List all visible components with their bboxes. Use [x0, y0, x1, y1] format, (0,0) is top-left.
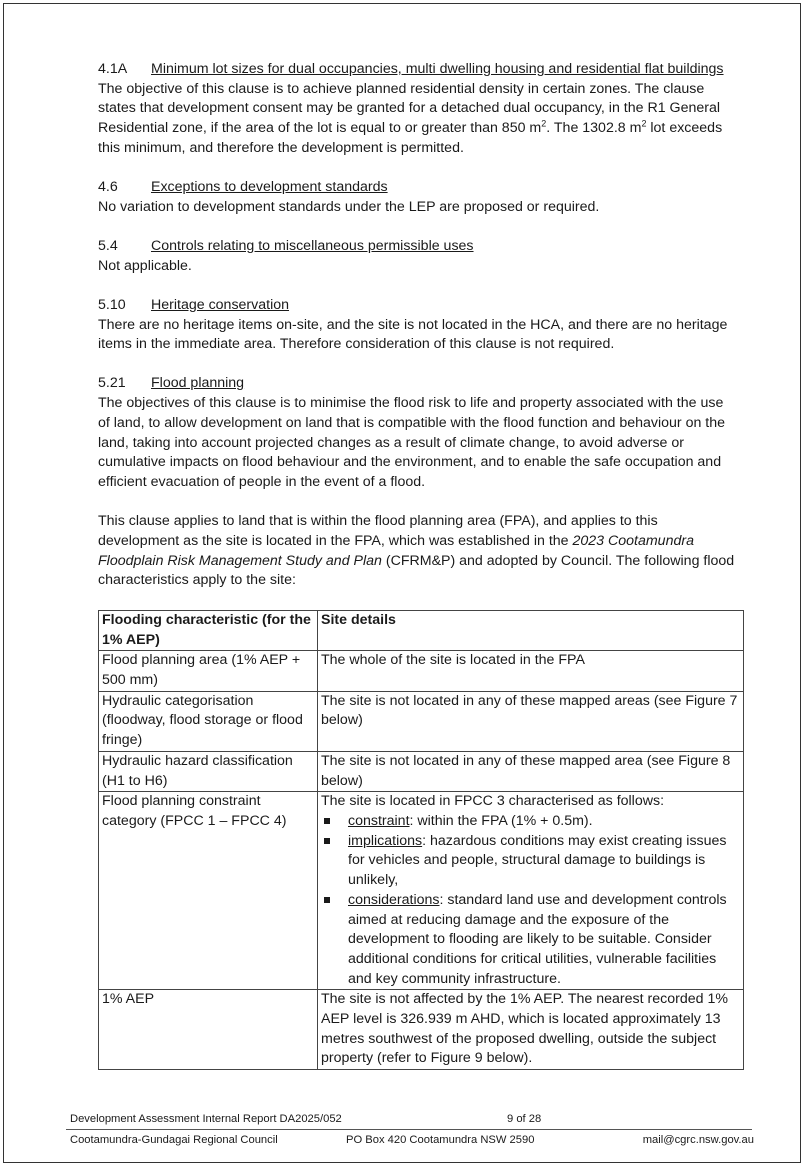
table-row — [99, 651, 744, 691]
section-number: 4.6 — [98, 179, 118, 196]
fpcc-intro: The site is located in FPCC 3 characterised as follows: — [321, 793, 665, 810]
section-title: Minimum lot sizes for dual occupancies, multi dwelling housing and residential flat buildings — [151, 61, 724, 77]
section-body-5-10: There are no heritage items on-site, and the site is not located in the HCA, and there are no heritage items in the immediate area. Therefore consideration of this clause is not required. — [98, 316, 728, 353]
table-cell: 1% AEP — [99, 990, 318, 1070]
section-number: 5.21 — [98, 375, 126, 392]
table-cell: The site is not located in any of these mapped area (see Figure 8 below) — [318, 751, 744, 791]
table-cell: The site is not located in any of these mapped areas (see Figure 7 below) — [318, 691, 744, 751]
table-row — [99, 751, 744, 791]
section-body-5-4: Not applicable. — [98, 257, 192, 274]
section-heading-4-1a — [98, 60, 738, 80]
table-header-cell: Flooding characteristic (for the 1% AEP) — [99, 610, 318, 650]
section-heading-5-4 — [98, 237, 738, 257]
table-header-cell: Site details — [318, 610, 744, 650]
flood-characteristics-table — [98, 610, 744, 1070]
footer-report-line — [70, 1113, 754, 1125]
report-reference: Development Assessment Internal Report DA2025/052 — [70, 1113, 342, 1125]
table-cell: The site is not affected by the 1% AEP. The nearest recorded 1% AEP level is 326.939 m AHD, which is located approximately 13 metres southwest of the proposed dwelling, outside the subject property (refer to Figure 9 below). — [318, 990, 744, 1070]
list-item: constraint: within the FPA (1% + 0.5m). — [321, 812, 740, 832]
document-body — [98, 60, 738, 1070]
footer-contact-line — [70, 1134, 754, 1146]
section-heading-5-21 — [98, 374, 738, 394]
email-address: mail@cgrc.nsw.gov.au — [642, 1134, 754, 1146]
footer-divider — [66, 1129, 752, 1130]
list-item: implications: hazardous conditions may exist creating issues for vehicles and people, structural damage to buildings is unlikely, — [321, 832, 740, 891]
section-title: Exceptions to development standards — [151, 179, 388, 196]
page-number: 9 of 28 — [507, 1113, 542, 1125]
section-heading-5-10 — [98, 296, 738, 316]
flood-intro-paragraph: This clause applies to land that is within the flood planning area (FPA), and applies to this development as the site is located in the FPA, which was established in the 2023 Cootamundra Floodplain Risk Management Study and Plan (CFRM&P) and adopted by Council. The following flood characteristics apply to the site: — [98, 513, 735, 589]
table-cell: Flood planning area (1% AEP + 500 mm) — [99, 651, 318, 691]
table-cell: Hydraulic hazard classification (H1 to H6) — [99, 751, 318, 791]
section-title: Controls relating to miscellaneous permissible uses — [151, 237, 474, 254]
section-body-4-6: No variation to development standards under the LEP are proposed or required. — [98, 198, 600, 215]
table-cell: Hydraulic categorisation (floodway, flood storage or flood fringe) — [99, 691, 318, 751]
section-body-4-1a: The objective of this clause is to achieve planned residential density in certain zones. The clause states that development consent may be granted for a detached dual occupancy, in the R1 General Residential zone, if the area of the lot is equal to or greater than 850 $m^2$. The 1302.8 $m^2$ lot exceeds this minimum, and therefore the development is permitted. — [98, 80, 723, 156]
section-number: 4.1A — [98, 61, 128, 77]
section-title: Flood planning — [151, 375, 245, 392]
table-header-row — [99, 610, 744, 650]
table-cell: The whole of the site is located in the FPA — [318, 651, 744, 691]
table-cell — [318, 792, 744, 990]
table-row — [99, 691, 744, 751]
list-item: considerations: standard land use and development controls aimed at reducing damage and the exposure of the development to flooding are likely to be suitable. Consider additional conditions for critical utilities, vulnerable facilities and key community infrastructure. — [321, 891, 740, 990]
postal-address: PO Box 420 Cootamundra NSW 2590 — [346, 1134, 535, 1146]
section-body-5-21: The objectives of this clause is to minimise the flood risk to life and property associated with the use of land, to allow development on land that is compatible with the flood function and behaviour on the land, taking into account projected changes as a result of climate change, to avoid adverse or cumulative impacts on flood behaviour and the environment, and to enable the safe occupation and efficient evacuation of people in the event of a flood. — [98, 395, 726, 490]
council-name: Cootamundra-Gundagai Regional Council — [70, 1134, 278, 1146]
fpcc-bullet-list — [321, 812, 740, 989]
table-row — [99, 792, 744, 990]
section-heading-4-6 — [98, 178, 738, 198]
section-number: 5.10 — [98, 296, 126, 313]
table-row — [99, 990, 744, 1070]
section-title: Heritage conservation — [151, 296, 290, 313]
section-number: 5.4 — [98, 237, 118, 254]
table-cell: Flood planning constraint category (FPCC 1 – FPCC 4) — [99, 792, 318, 990]
